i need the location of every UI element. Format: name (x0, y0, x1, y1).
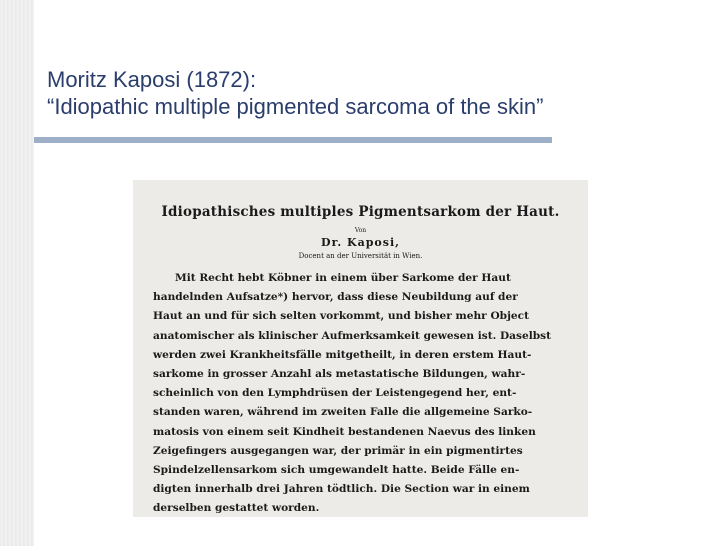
article-von: Von (354, 227, 367, 234)
article-line: werden zwei Krankheitsfälle mitgetheilt, in deren erstem Haut- (153, 348, 532, 361)
article-body (153, 269, 573, 519)
article-line: scheinlich von den Lymphdrüsen der Leistengegend her, ent- (153, 387, 517, 400)
article-affiliation: Docent an der Universität in Wien. (298, 252, 423, 260)
slide-title-line-1: Moritz Kaposi (1872): (47, 67, 257, 92)
article-line: Mit Recht hebt Köbner in einem über Sarkome der Haut (175, 272, 511, 284)
article-line: handelnden Aufsatze*) hervor, dass diese Neubildung auf der (153, 291, 518, 304)
slide-title-line-2: “Idiopathic multiple pigmented sarcoma of the skin” (47, 94, 544, 119)
article-title: Idiopathisches multiples Pigmentsarkom der Haut. (161, 204, 560, 220)
article-line: matosis von einem seit Kindheit bestandenen Naevus des linken (153, 425, 536, 438)
article-line: standen waren, während im zweiten Falle die allgemeine Sarko- (153, 406, 533, 419)
article-line: anatomischer als klinischer Aufmerksamkeit gewesen ist. Daselbst (153, 329, 552, 342)
article-line: Zeigefingers ausgegangen war, der primär in ein pigmentirtes (153, 444, 523, 457)
title-underline-rule (34, 137, 552, 143)
article-line: sarkome in grosser Anzahl als metastatische Bildungen, wahr- (153, 368, 526, 381)
article-line: digten innerhalb drei Jahren tödtlich. Die Section war in einem (153, 483, 530, 496)
article-line: Haut an und für sich selten vorkommt, und bisher mehr Object (153, 310, 530, 323)
article-author: Dr. Kaposi, (321, 236, 400, 249)
article-scan-image (133, 180, 588, 517)
article-line: Spindelzellensarkom sich umgewandelt hatte. Beide Fälle en- (153, 464, 520, 477)
left-decorative-strip (0, 0, 34, 546)
slide-title (47, 66, 717, 120)
article-line: derselben gestattet worden. (153, 502, 320, 515)
